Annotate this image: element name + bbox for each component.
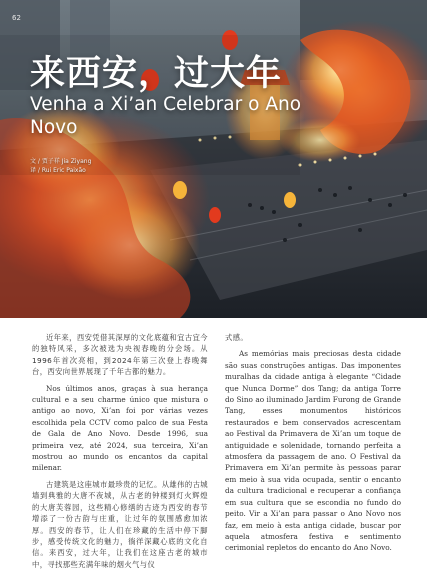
article-credits xyxy=(30,157,91,175)
paragraph-pt-2: As memórias mais preciosas desta cidade são suas construções antigas. Das imponentes muralhas da cidade antiga à elegante “Cidade que Nunca Dorme” dos Tang; da antiga Torre do Sino ao iluminado Jardim Furong de Grande Tang, esses monumentos históricos restaurados e bem conservados acrescentam ao Festival da Primavera de Xi’an um toque de antiguidade e solenidade, tornando perfeita a atmosfera da passagem de ano. O Festival da Primavera em Xi’an permite às pessoas parar em meio à sua vida ocupada, sentir o encanto da cultura tradicional e recuperar a confiança em sua cultura que se escondia no fundo do peito. Vir a Xi’an para passar o Ano Novo nos faz, em meio à esta antiga cidade, buscar por aquela atmosfera festiva e sentimento cerimonial repletos do encanto do Ano Novo. xyxy=(225,349,401,553)
paragraph-cn-2-continued: 式感。 xyxy=(225,333,249,342)
author-credit: 文 / 贾子祥 Jia Ziyang xyxy=(30,158,92,165)
page-title-portuguese: Venha a Xi’an Celebrar o Ano Novo xyxy=(30,94,302,138)
translator-credit: 译 / Rui Eric Paixão xyxy=(30,167,86,174)
paragraph-cn-2: 古建筑是这座城市最珍贵的记忆。从雄伟的古城墙到典雅的大唐不夜城，从古老的钟楼到灯火辉煌的大唐芙蓉园，这些精心修缮的古迹为西安的春节增添了一份古韵与庄重，让过年的氛围感愈加浓厚。西安的春节，让人们在珍藏的生活中停下脚步，感受传统文化的魅力，徜徉深藏心底的文化自信。来西安，过大年，让我们在这座古老的城市中，寻找那些充满年味的烟火气与仪 xyxy=(32,479,208,569)
paragraph-pt-1: Nos últimos anos, graças à sua herança cultural e a seu charme único que mistura o antigo ao novo, Xi’an foi por várias vezes escolhida pela CCTV como palco de sua Festa de Gala de Ano Novo. Desde 1996, sua primeira vez, até 2024, sua terceira, Xi’an mostrou ao mundo os encantos da capital milenar. xyxy=(32,383,208,473)
article-right-column xyxy=(225,332,401,559)
article-left-column xyxy=(32,332,208,575)
page-title-chinese: 来西安，过大年 xyxy=(30,54,283,94)
page-number: 62 xyxy=(12,14,21,22)
paragraph-cn-1: 近年来，西安凭借其深厚的文化底蕴和宜古宜今的独特风采，多次被选为央视春晚的分会场。从1996年首次亮相，到2024年第三次登上春晚舞台，西安向世界展现了千年古都的魅力。 xyxy=(32,333,208,377)
